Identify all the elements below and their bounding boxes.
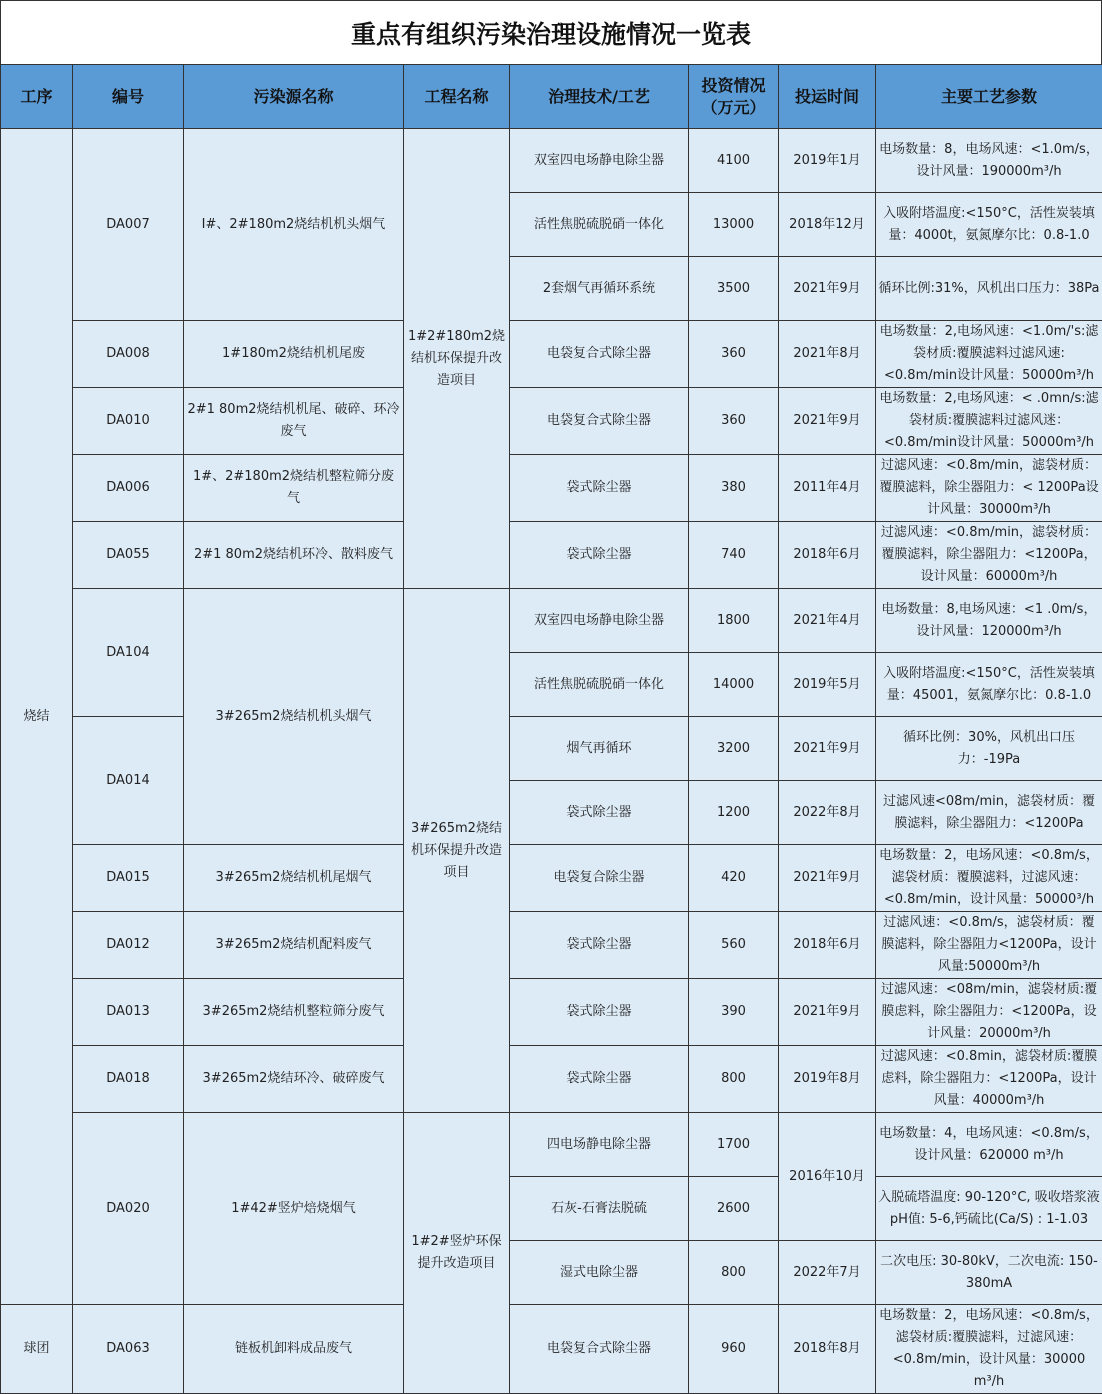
header-project: 工程名称 [404,65,510,129]
header-invest: 投资情况（万元） [689,65,779,129]
invest-cell: 1700 [689,1113,779,1177]
tech-cell: 袋式除尘器 [510,522,689,589]
date-cell: 2018年12月 [779,193,876,257]
param-cell: 循环比例:31%，风机出口压力：38Pa [876,257,1102,321]
param-cell: 电场数量：2，电场风速：<0.8m/s，滤袋材质：覆膜滤料，过滤风速：<0.8m/min，设计风量：50000³/h [876,845,1102,912]
tech-cell: 湿式电除尘器 [510,1241,689,1305]
tech-cell: 袋式除尘器 [510,912,689,979]
date-cell: 2021年9月 [779,717,876,781]
tech-cell: 袋式除尘器 [510,979,689,1046]
tech-cell: 袋式除尘器 [510,781,689,845]
header-row [1,65,1102,129]
project-cell: 1#2#竖炉环保提升改造项目 [404,1113,510,1394]
tech-cell: 电袋复合式除尘器 [510,321,689,388]
date-cell: 2021年9月 [779,388,876,455]
table-title: 重点有组织污染治理设施情况一览表 [0,0,1102,64]
id-cell: DA010 [73,388,184,455]
table-row [1,321,1102,388]
source-cell: 3#265m2烧结机机头烟气 [184,589,404,845]
date-cell: 2011年4月 [779,455,876,522]
invest-cell: 2600 [689,1177,779,1241]
header-tech: 治理技术/工艺 [510,65,689,129]
date-cell: 2022年8月 [779,781,876,845]
header-process: 工序 [1,65,73,129]
invest-cell: 800 [689,1241,779,1305]
param-cell: 循环比例：30%，风机出口压力：-19Pa [876,717,1102,781]
source-cell: 3#265m2烧结环冷、破碎废气 [184,1046,404,1113]
invest-cell: 3500 [689,257,779,321]
invest-cell: 960 [689,1305,779,1394]
date-cell: 2021年9月 [779,257,876,321]
id-cell: DA013 [73,979,184,1046]
header-params: 主要工艺参数 [876,65,1102,129]
table-row [1,717,1102,781]
project-cell: 1#2#180m2烧结机环保提升改造项目 [404,129,510,589]
param-cell: 电场数量：8，电场风速：<1.0m/s，设计风量：190000m³/h [876,129,1102,193]
date-cell: 2019年5月 [779,653,876,717]
process-cell: 烧结 [1,129,73,1305]
param-cell: 过滤风速：<08m/min，滤袋材质:覆膜虑料，除尘器阻力：<1200Pa，设计风量：20000m³/h [876,979,1102,1046]
invest-cell: 560 [689,912,779,979]
date-cell: 2019年1月 [779,129,876,193]
table-row [1,1046,1102,1113]
source-cell: 链板机卸料成品废气 [184,1305,404,1394]
id-cell: DA020 [73,1113,184,1305]
date-cell: 2021年4月 [779,589,876,653]
param-cell: 过滤风速：<0.8m/min，滤袋材质：覆膜滤料，除尘器阻力：<1200Pa，设计风量：60000m³/h [876,522,1102,589]
id-cell: DA063 [73,1305,184,1394]
param-cell: 过滤风速：<0.8min，滤袋材质:覆膜虑料，除尘器阻力：<1200Pa，设计风量：40000m³/h [876,1046,1102,1113]
id-cell: DA104 [73,589,184,717]
date-cell: 2019年8月 [779,1046,876,1113]
tech-cell: 袋式除尘器 [510,455,689,522]
header-source: 污染源名称 [184,65,404,129]
tech-cell: 电袋复合式除尘器 [510,1305,689,1394]
tech-cell: 电袋复合除尘器 [510,845,689,912]
source-cell: 3#265m2烧结机机尾烟气 [184,845,404,912]
invest-cell: 390 [689,979,779,1046]
date-cell: 2018年8月 [779,1305,876,1394]
tech-cell: 活性焦脱硫脱硝一体化 [510,193,689,257]
tech-cell: 石灰-石膏法脱硫 [510,1177,689,1241]
table-row [1,912,1102,979]
tech-cell: 烟气再循环 [510,717,689,781]
table-row [1,589,1102,653]
table-row [1,1305,1102,1394]
table-row [1,455,1102,522]
param-cell: 过滤风速：<0.8m/s，滤袋材质：覆膜滤料，除尘器阻力<1200Pa，设计风量:50000m³/h [876,912,1102,979]
source-cell: 1#、2#180m2烧结机整粒筛分废气 [184,455,404,522]
header-id: 编号 [73,65,184,129]
table-row [1,1113,1102,1177]
date-cell: 2021年9月 [779,979,876,1046]
param-cell: 入吸附塔温度:<150°C，活性炭装填量：45001，氨氮摩尔比：0.8-1.0 [876,653,1102,717]
header-date: 投运时间 [779,65,876,129]
id-cell: DA055 [73,522,184,589]
invest-cell: 13000 [689,193,779,257]
param-cell: 电场数量：8,电场风速：<1 .0m/s，设计风量：120000m³/h [876,589,1102,653]
date-cell: 2018年6月 [779,522,876,589]
source-cell: 2#1 80m2烧结机机尾、破碎、环冷废气 [184,388,404,455]
source-cell: 1#180m2烧结机机尾废 [184,321,404,388]
facility-table [0,64,1102,1394]
param-cell: 电场数量：2,电场风速：< .0mn/s:滤袋材质:覆膜滤料过滤风迷：<0.8m/min设计风量：50000m³/h [876,388,1102,455]
source-cell: 3#265m2烧结机配料废气 [184,912,404,979]
invest-cell: 800 [689,1046,779,1113]
invest-cell: 3200 [689,717,779,781]
param-cell: 入脱硫塔温度: 90-120°C, 吸收塔浆液pH值: 5-6,钙硫比(Ca/S) : 1-1.03 [876,1177,1102,1241]
project-cell: 3#265m2烧结机环保提升改造项目 [404,589,510,1113]
invest-cell: 740 [689,522,779,589]
tech-cell: 四电场静电除尘器 [510,1113,689,1177]
param-cell: 电场数量：4，电场风速：<0.8m/s，设计风量：620000 m³/h [876,1113,1102,1177]
table-row [1,522,1102,589]
invest-cell: 14000 [689,653,779,717]
invest-cell: 1200 [689,781,779,845]
source-cell: 3#265m2烧结机整粒筛分废气 [184,979,404,1046]
id-cell: DA007 [73,129,184,321]
id-cell: DA014 [73,717,184,845]
table-row [1,979,1102,1046]
date-cell: 2021年9月 [779,845,876,912]
param-cell: 二次电压: 30-80kV，二次电流: 150-380mA [876,1241,1102,1305]
tech-cell: 活性焦脱硫脱硝一体化 [510,653,689,717]
source-cell: I#、2#180m2烧结机机头烟气 [184,129,404,321]
tech-cell: 双室四电场静电除尘器 [510,589,689,653]
id-cell: DA015 [73,845,184,912]
table-row [1,388,1102,455]
source-cell: 1#42#竖炉焙烧烟气 [184,1113,404,1305]
source-cell: 2#1 80m2烧结机环冷、散料废气 [184,522,404,589]
invest-cell: 4100 [689,129,779,193]
invest-cell: 360 [689,388,779,455]
param-cell: 入吸附塔温度:<150°C，活性炭装填量：4000t，氨氮摩尔比：0.8-1.0 [876,193,1102,257]
param-cell: 过滤风速<08m/min，滤袋材质：覆膜滤料，除尘器阻力：<1200Pa [876,781,1102,845]
id-cell: DA008 [73,321,184,388]
param-cell: 过滤风速：<0.8m/min，滤袋材质：覆膜滤料，除尘器阻力：< 1200Pa设计风量：30000m³/h [876,455,1102,522]
date-cell: 2016年10月 [779,1113,876,1241]
param-cell: 电场数量：2，电场风速：<0.8m/s，滤袋材质:覆膜滤料，过滤风速：<0.8m/min，设计风量：30000 m³/h [876,1305,1102,1394]
date-cell: 2022年7月 [779,1241,876,1305]
invest-cell: 380 [689,455,779,522]
id-cell: DA018 [73,1046,184,1113]
date-cell: 2018年6月 [779,912,876,979]
tech-cell: 2套烟气再循环系统 [510,257,689,321]
date-cell: 2021年8月 [779,321,876,388]
invest-cell: 1800 [689,589,779,653]
id-cell: DA006 [73,455,184,522]
id-cell: DA012 [73,912,184,979]
tech-cell: 电袋复合式除尘器 [510,388,689,455]
invest-cell: 420 [689,845,779,912]
table-row [1,129,1102,193]
invest-cell: 360 [689,321,779,388]
process-cell: 球团 [1,1305,73,1394]
param-cell: 电场数量：2,电场风速：<1.0m/'s:滤袋材质:覆膜滤料过滤风速:<0.8m/min设计风量：50000m³/h [876,321,1102,388]
tech-cell: 双室四电场静电除尘器 [510,129,689,193]
table-row [1,845,1102,912]
tech-cell: 袋式除尘器 [510,1046,689,1113]
